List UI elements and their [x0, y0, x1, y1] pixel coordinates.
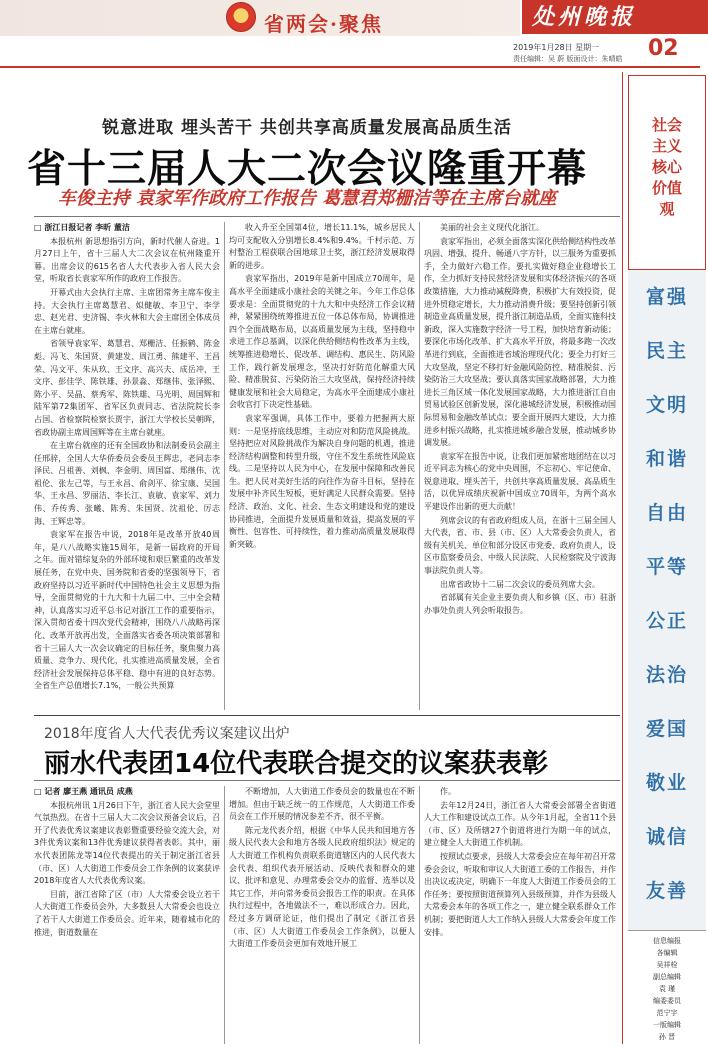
paragraph: 袁家军指出，2019年是新中国成立70周年，是高水平全面建成小康社会的关键之年。今年工作总体要求是：全面贯彻党的十九大和中央经济工作会议精神，紧紧围绕统筹推进五位一体总体布局，协调推进四个全面战略布局，以高质量发展为主线，坚持稳中求进工作总基调，以深化供给侧结构性改革为主线，统筹推进稳增长、促改革、调结构、惠民生、防风险工作，践行新发展理念，坚决打好防范化解重大风险、精准脱贫、污染防治三大攻坚战，保持经济持续健康发展和社会大局稳定，为高水平全面建成小康社会收官打下决定性基础。 [229, 274, 415, 410]
article1-byline: □ 浙江日报记者 李昕 董洁 [34, 223, 130, 232]
article2-byline: □ 记者 廖王燕 通讯员 成燕 [34, 787, 133, 796]
paragraph: 目前，浙江省除了区（市）人大常委会设立若干人大街道工作委员会外，大多数县人大常委会也设立了若干人大街道工作委员会。近年来，随着城市化的推进，街道数量在 [34, 889, 220, 937]
core-value-word: 法治 [645, 664, 688, 686]
article2-column-1 [34, 786, 220, 1044]
core-value-word: 爱国 [645, 718, 688, 740]
paragraph: 出席省政协十二届二次会议的委员列席大会。 [440, 579, 600, 589]
paragraph: 本报杭州 新思想指引方向，新时代催人奋进。1月27日上午，省十三届人大二次会议在杭州隆重开幕。出席会议的615名省人大代表步入省人民大会堂，听取省长袁家军所作的政府工作报告。 [34, 236, 220, 284]
sidebar-divider [622, 72, 623, 1044]
credit-line: 孙 晋 [658, 1033, 676, 1041]
article1-subhead: 车俊主持 袁家军作政府工作报告 葛慧君郑栅洁等在主席台就座 [57, 188, 557, 209]
title-char: 义 [667, 137, 683, 155]
paragraph: 美丽的社会主义现代化浙江。 [440, 223, 544, 232]
editorial-credits [628, 930, 706, 1045]
title-char: 值 [667, 179, 683, 197]
paragraph: 袁家军指出，必须全面落实深化供给侧结构性改革巩固、增强、提升、畅通八字方针，以三服务为重要抓手，全力做好六稳工作。要扎实做好稳企业稳增长工作，全力抓好支持民营经济发展和实体经济振兴的各项政策措施，大力推动减税降费，积极扩大有效投资，促进外贸稳定增长，大力推动消费升级；要坚持创新引领制造业高质量发展，提升浙江制造品质，全面实施科技新政，深入实施数字经济一号工程，加快培育新动能；要深化市场化改革、扩大高水平开放，将最多跑一次改革进行到底，全面推进省域治理现代化；要全力打好三大攻坚战，坚定不移打好金融风险防控、精准脱贫、污染防治三大攻坚战；要认真落实国家战略部署，大力推进长三角区域一体化发展国家战略，大力推进浙江自由贸易试验区创新发展，深化港城经济发展，积极推动国际贸易和金融改革试点；要全面开展四大建设，大力推进乡村振兴战略，扎实推进城乡融合发展，推动城乡协调发展。 [424, 236, 616, 448]
credit-line: 一版编辑 [653, 1021, 681, 1029]
core-value-word: 自由 [645, 502, 688, 524]
paragraph: 本报杭州讯 1月26日下午，浙江省人民大会堂里气氛热烈。在省十三届人大二次会议预备会议后，召开了代表优秀议案建议表彰暨重要经验交流大会，对3件优秀议案和13件优秀建议获得者表彰。其中，丽水代表团陈龙等14位代表提出的关于制定浙江省县（市、区）人大街道工作委员会工作条例的议案获评2018年度省人大代表优秀议案。 [34, 800, 220, 886]
title-char: 会 [667, 116, 683, 134]
paragraph: 袁家军在报告中说，让我们更加紧密地团结在以习近平同志为核心的党中央周围，不忘初心、牢记使命、锐意进取、埋头苦干，共创共享高质量发展、高品质生活，以优异成绩庆祝新中国成立70周年，为两个高水平建设作出新的更大贡献！ [424, 451, 616, 512]
title-char: 主 [651, 137, 667, 155]
credit-line: 信息编报 [653, 937, 681, 945]
article2-headline: 丽水代表团14位代表联合提交的议案获表彰 [44, 749, 549, 779]
credit-line: 袁 瑾 [658, 985, 676, 993]
article1-kicker: 锐意进取 埋头苦干 共创共享高质量发展高品质生活 [102, 118, 512, 138]
article1-column-3 [424, 222, 616, 710]
editor-credits: 责任编辑：吴 蔚 版面设计：朱晴皓 [513, 55, 623, 63]
paragraph: 袁家军在报告中说，2018年是改革开放40周年，是八八战略实施15周年，是新一届政府的开局之年。面对错综复杂的外部环境和艰巨繁重的改革发展任务，在党中央、国务院和省委的坚强领导下，省政府坚持以习近平新时代中国特色社会主义思想为指导，全面贯彻党的十九大和十九届二中、三中全会精神，认真落实习近平总书记对浙江工作的重要指示，深入贯彻省委十四次党代会精神，围绕八八战略再深化、改革开放再出发，全面落实省委各项决策部署和省十三届人大一次会议确定的目标任务，聚焦聚力高质量、竞争力、现代化，扎实推进高质量发展，全省经济社会发展保持总体平稳、稳中有进的良好态势。全省生产总值增长7.1%，一般公共预算 [34, 530, 220, 691]
paragraph: 陈元龙代表介绍，根据《中华人民共和国地方各级人民代表大会和地方各级人民政府组织法》规定的人大街道工作机构负责联系街道辖区内的人民代表大会代表、组织代表开展活动、反映代表和群众的建议、批评和意见、办理常委会交办的监督、选举以及其它工作，并向常务委员会报告工作的职责。在具体执行过程中，各地做法不一，难以形成合力。因此，经过多方调研论证，他们提出了制定《浙江省县（市、区）人大街道工作委员会工作条例》，以便人大街道工作委员会更加有效地开展工 [229, 825, 415, 949]
core-value-word: 诚信 [645, 826, 688, 848]
credit-line: 吴祥栓 [656, 961, 678, 969]
paragraph: 按照试点要求，县级人大常委会应在每年初召开常委会会议，听取和审议人大街道工委的工作报告，并作出决议或决定，明确下一年度人大街道工作委员会的工作任务；要按照街道预算列入县级预算，并作为县级人大常委会本年的各项工作之一，建立健全联系群众工作机制；要把街道人大工作纳入县级人大常委会年度工作安排。 [424, 851, 616, 937]
title-char: 心 [667, 158, 683, 176]
section-title: 省两会·聚焦 [264, 12, 383, 36]
title-char: 社 [651, 116, 667, 134]
core-value-word: 富强 [645, 286, 688, 308]
article2-kicker: 2018年度省人大代表优秀议案建议出炉 [44, 726, 290, 742]
masthead-divider [0, 66, 700, 68]
paragraph: 省领导袁家军、葛慧君、郑栅洁、任振鹤、陈金彪、冯飞、朱国贤、黄建发、周江勇、熊建平、王昌荣、冯文平、朱从玖、王文序、高兴夫、成岳冲、王文序、彭佳学、陈铁雄、孙景淼、郑继伟、张泽熙、陈小平、吴晶、蔡秀军、陈铁雄、马光明、周国辉和陆军第72集团军、省军区负责同志、省法院院长李占国、省检察院检察长贾宇，浙江大学校长吴朝晖，省政协副主席周国辉等在主席台就座。 [34, 339, 220, 437]
credit-line: 各编辑 [656, 949, 678, 957]
article1-headline: 省十三届人大二次会议隆重开幕 [26, 146, 587, 192]
paragraph: 作。 [440, 787, 456, 796]
core-value-word: 文明 [645, 394, 688, 416]
title-char: 价 [651, 179, 667, 197]
core-value-word: 友善 [645, 880, 688, 902]
column-divider [224, 786, 225, 1044]
core-value-word: 敬业 [645, 772, 688, 794]
paragraph: 开幕式由大会执行主席、主席团常务主席车俊主持。大会执行主席葛慧君、姒健敏、李卫宁、李学忠、赵光君、史济锡、李火林和大会主席团全体成员在主席台就座。 [34, 287, 220, 335]
core-value-word: 和谐 [645, 448, 688, 470]
paragraph: 去年12月24日，浙江省人大常委会部署全省街道人大工作和建设试点工作。从今年1月起，全省11个县（市、区）及所辖27个街道将进行为期一年的试点，建立健全人大街道工作机制。 [424, 800, 616, 848]
paragraph: 不断增加，人大街道工作委员会的数量也在不断增加。但由于缺乏统一的工作规范，人大街道工作委员会在工作开展的情况参差不齐、很不平衡。 [229, 787, 415, 822]
article2-top-rule [34, 780, 620, 781]
masthead [0, 0, 708, 64]
core-value-word: 民主 [645, 340, 688, 362]
article1-top-rule [34, 216, 620, 217]
credit-line: 范宁宇 [656, 1009, 678, 1017]
masthead-banner [0, 0, 520, 36]
title-char: 观 [659, 200, 675, 218]
page-number: 02 [648, 36, 679, 61]
peoples-congress-emblem-icon [226, 2, 256, 32]
credit-line: 副总编辑 [653, 973, 681, 981]
article1-column-1 [34, 222, 220, 710]
core-value-word: 平等 [645, 556, 688, 578]
column-divider [419, 222, 420, 710]
newspaper-logo: 处州晚报 [522, 0, 708, 34]
credit-line: 编委委员 [653, 997, 681, 1005]
paragraph: 列席会议的有省政府组成人员，在浙十三届全国人大代表，省、市、县（市、区）人大常委会负责人，省级有关机关、单位和部分设区市党委、政府负责人，设区市监察委员会、中级人民法院、人民检察院及宁波海事法院负责人等。 [424, 515, 616, 576]
paragraph: 在主席台就座的还有全国政协和法制委员会副主任邢骍，全国人大华侨委员会委员王辉忠，老同志李泽民、吕祖善、刘枫、李金明、周国富、郑继伟、沈祖伦、张左己等，与王永昌、俞剑平、徐宝康、吴国华、王永昌、罗丽洁、李长江、袁敏、袁家军、刘力伟、乔传秀、张曦、陈秀、朱国贤、沈祖伦、厉志海、王辉忠等。 [34, 441, 220, 526]
core-value-word: 公正 [645, 610, 688, 632]
issue-date: 2019年1月28日 星期一 [513, 43, 600, 52]
article2-column-3 [424, 786, 616, 1044]
paragraph: 袁家军强调，具体工作中，要着力把握两大原则：一是坚持底线思维，主动应对和防范风险挑战。坚持把应对风险挑战作为解决自身问题的机遇，推进经济结构调整和转型升级，守住不发生系统性风险底线。二是坚持以人民为中心，在发展中保障和改善民生。把人民对美好生活的向往作为奋斗目标，坚持在发展中补齐民生短板，更好满足人民群众需要。坚持经济、政治、文化、社会、生态文明建设和党的建设协同推进，全面提升发展质量和效益，提高发展的平衡性、包容性、可持续性，着力推动高质量发展取得新突破。 [229, 413, 415, 549]
article2-column-2 [229, 786, 415, 1044]
core-values-title [650, 115, 684, 220]
paragraph: 收入升至全国第4位，增长11.1%，城乡居民人均可支配收入分别增长8.4%和9.4%。千村示范、万村整治工程获联合国地球卫士奖，浙江经济发展取得新的进步。 [229, 223, 415, 270]
paragraph: 省部属有关企业主要负责人和乡镇（区、市）驻浙办事处负责人列会听取报告。 [424, 593, 616, 615]
column-divider [419, 786, 420, 1044]
column-divider [224, 222, 225, 710]
article1-column-2 [229, 222, 415, 710]
title-char: 核 [651, 158, 667, 176]
article-separator [34, 715, 620, 716]
